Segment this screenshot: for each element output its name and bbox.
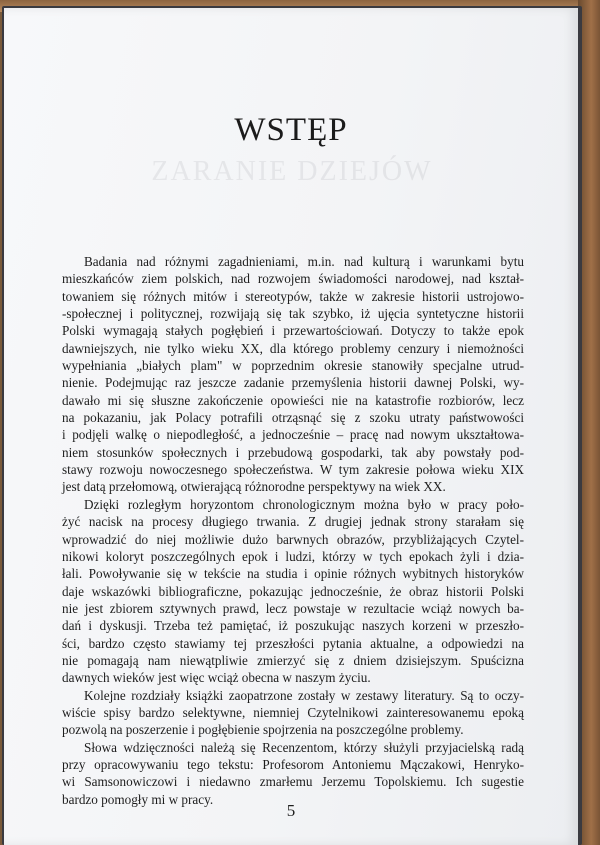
text-line: bardzo pomogły mi w pracy. bbox=[62, 791, 214, 807]
page-number: 5 bbox=[286, 801, 296, 820]
text-line: jest datą przełomową, otwierającą różnorodne perspektywy na wiek XX. bbox=[62, 479, 446, 495]
text-line: Dzięki rozległym horyzontom chronologicznym można było w pracy poło- bbox=[84, 496, 524, 512]
text-line: towaniem się różnych mitów i stereotypów, także w zakresie historii ustrojowo- bbox=[62, 288, 524, 304]
text-line: Badania nad różnymi zagadnieniami, m.in. nad kulturą i warunkami bytu bbox=[84, 254, 524, 269]
text-line: daje wskazówki bibliograficzne, pokazując jednocześnie, że obraz historii Polski bbox=[62, 583, 524, 599]
text-line: wiście spisy bardzo selektywne, niemniej Czytelnikowi zainteresowanemu epoką bbox=[62, 704, 524, 720]
text-line: -społecznej i politycznej, rozwijają się tak szybko, iż ujęcia syntetyczne historii bbox=[62, 306, 524, 322]
text-line: nie pomagają nam niewątpliwie zmierzyć się z dniem dzisiejszym. Spuścizna bbox=[62, 652, 524, 668]
text-line: wprowadzić do niej możliwie dużo barwnych obrazów, przybliżających Czytel- bbox=[62, 531, 524, 547]
text-line: pozwolą na poszerzenie i pogłębienie spojrzenia na poszczególne problemy. bbox=[62, 722, 464, 738]
text-line: ści, bardzo często stawiamy tej przeszłości pytania aktualne, a odpowiedzi na bbox=[62, 635, 524, 651]
text-line: nie jest zbiorem sztywnych prawd, lecz powstaje w rezultacie wciąż nowych ba- bbox=[62, 600, 524, 616]
text-line: nienie. Podejmując raz jeszcze zadanie przemyślenia historii dawnej Polski, wy- bbox=[62, 375, 524, 391]
text-line: łali. Powoływanie się w tekście na studia i opinie różnych wybitnych historyków bbox=[62, 566, 524, 582]
text-line: dawnych wieków jest więc wciąż obecna w naszym życiu. bbox=[62, 670, 371, 686]
text-line: przy opracowywaniu tego tekstu: Profesorom Antoniemu Mączakowi, Henryko- bbox=[62, 756, 524, 772]
bleed-through-text: ZARANIE DZIEJÓW bbox=[151, 156, 433, 187]
text-line: żyć nacisk na procesy długiego trwania. Z drugiej jednak strony starałam się bbox=[62, 514, 524, 530]
text-line: dań i dyskusji. Trzeba też pamiętać, iż poszukując naszych korzeni w przeszło- bbox=[62, 618, 524, 634]
text-line: dawniejszych, nie tylko wieku XX, dla którego problemy cenzury i niemożności bbox=[62, 340, 524, 356]
text-line: mieszkańców ziem polskich, nad rozwojem świadomości narodowej, nad kształ- bbox=[62, 271, 524, 287]
page-title: WSTĘP bbox=[234, 112, 348, 148]
text-line: na pokazaniu, jak Polacy potrafili otrząsnąć się z szoku utraty państwowości bbox=[62, 410, 524, 426]
text-line: nikowi koloryt poszczególnych epok i ludzi, którzy w tych epokach żyli i dzia- bbox=[62, 548, 524, 564]
text-line: dawało mi się słuszne zakończenie opowieści nie na katastrofie rozbiorów, lecz bbox=[62, 392, 524, 408]
text-line: stawy rozwoju nowoczesnego społeczeństwa. W tym zakresie połowa wieku XIX bbox=[62, 462, 524, 478]
text-line: wypełniania „białych plam" w poprzednim okresie stanowiły specjalne utrud- bbox=[62, 358, 524, 374]
text-line: niem stosunków społecznych i przebudową gospodarki, tak aby powstały pod- bbox=[62, 444, 524, 460]
text-line: Słowa wdzięczności należą się Recenzentom, którzy służyli przyjacielską radą bbox=[84, 739, 524, 755]
text-line: wi Samsonowiczowi i niedawno zmarłemu Jerzemu Topolskiemu. Ich sugestie bbox=[62, 774, 524, 790]
text-line: Polski wymagają stałych pogłębień i przewartościowań. Dotyczy to także epok bbox=[62, 323, 524, 339]
text-line: Kolejne rozdziały książki zaopatrzone zostały w zestawy literatury. Są to oczy- bbox=[84, 687, 524, 703]
body-text bbox=[62, 253, 524, 808]
text-line: i podjęli walkę o niepodległość, a jednocześnie – pracę nad nowym ukształtowa- bbox=[62, 427, 524, 443]
book-page bbox=[4, 8, 578, 845]
